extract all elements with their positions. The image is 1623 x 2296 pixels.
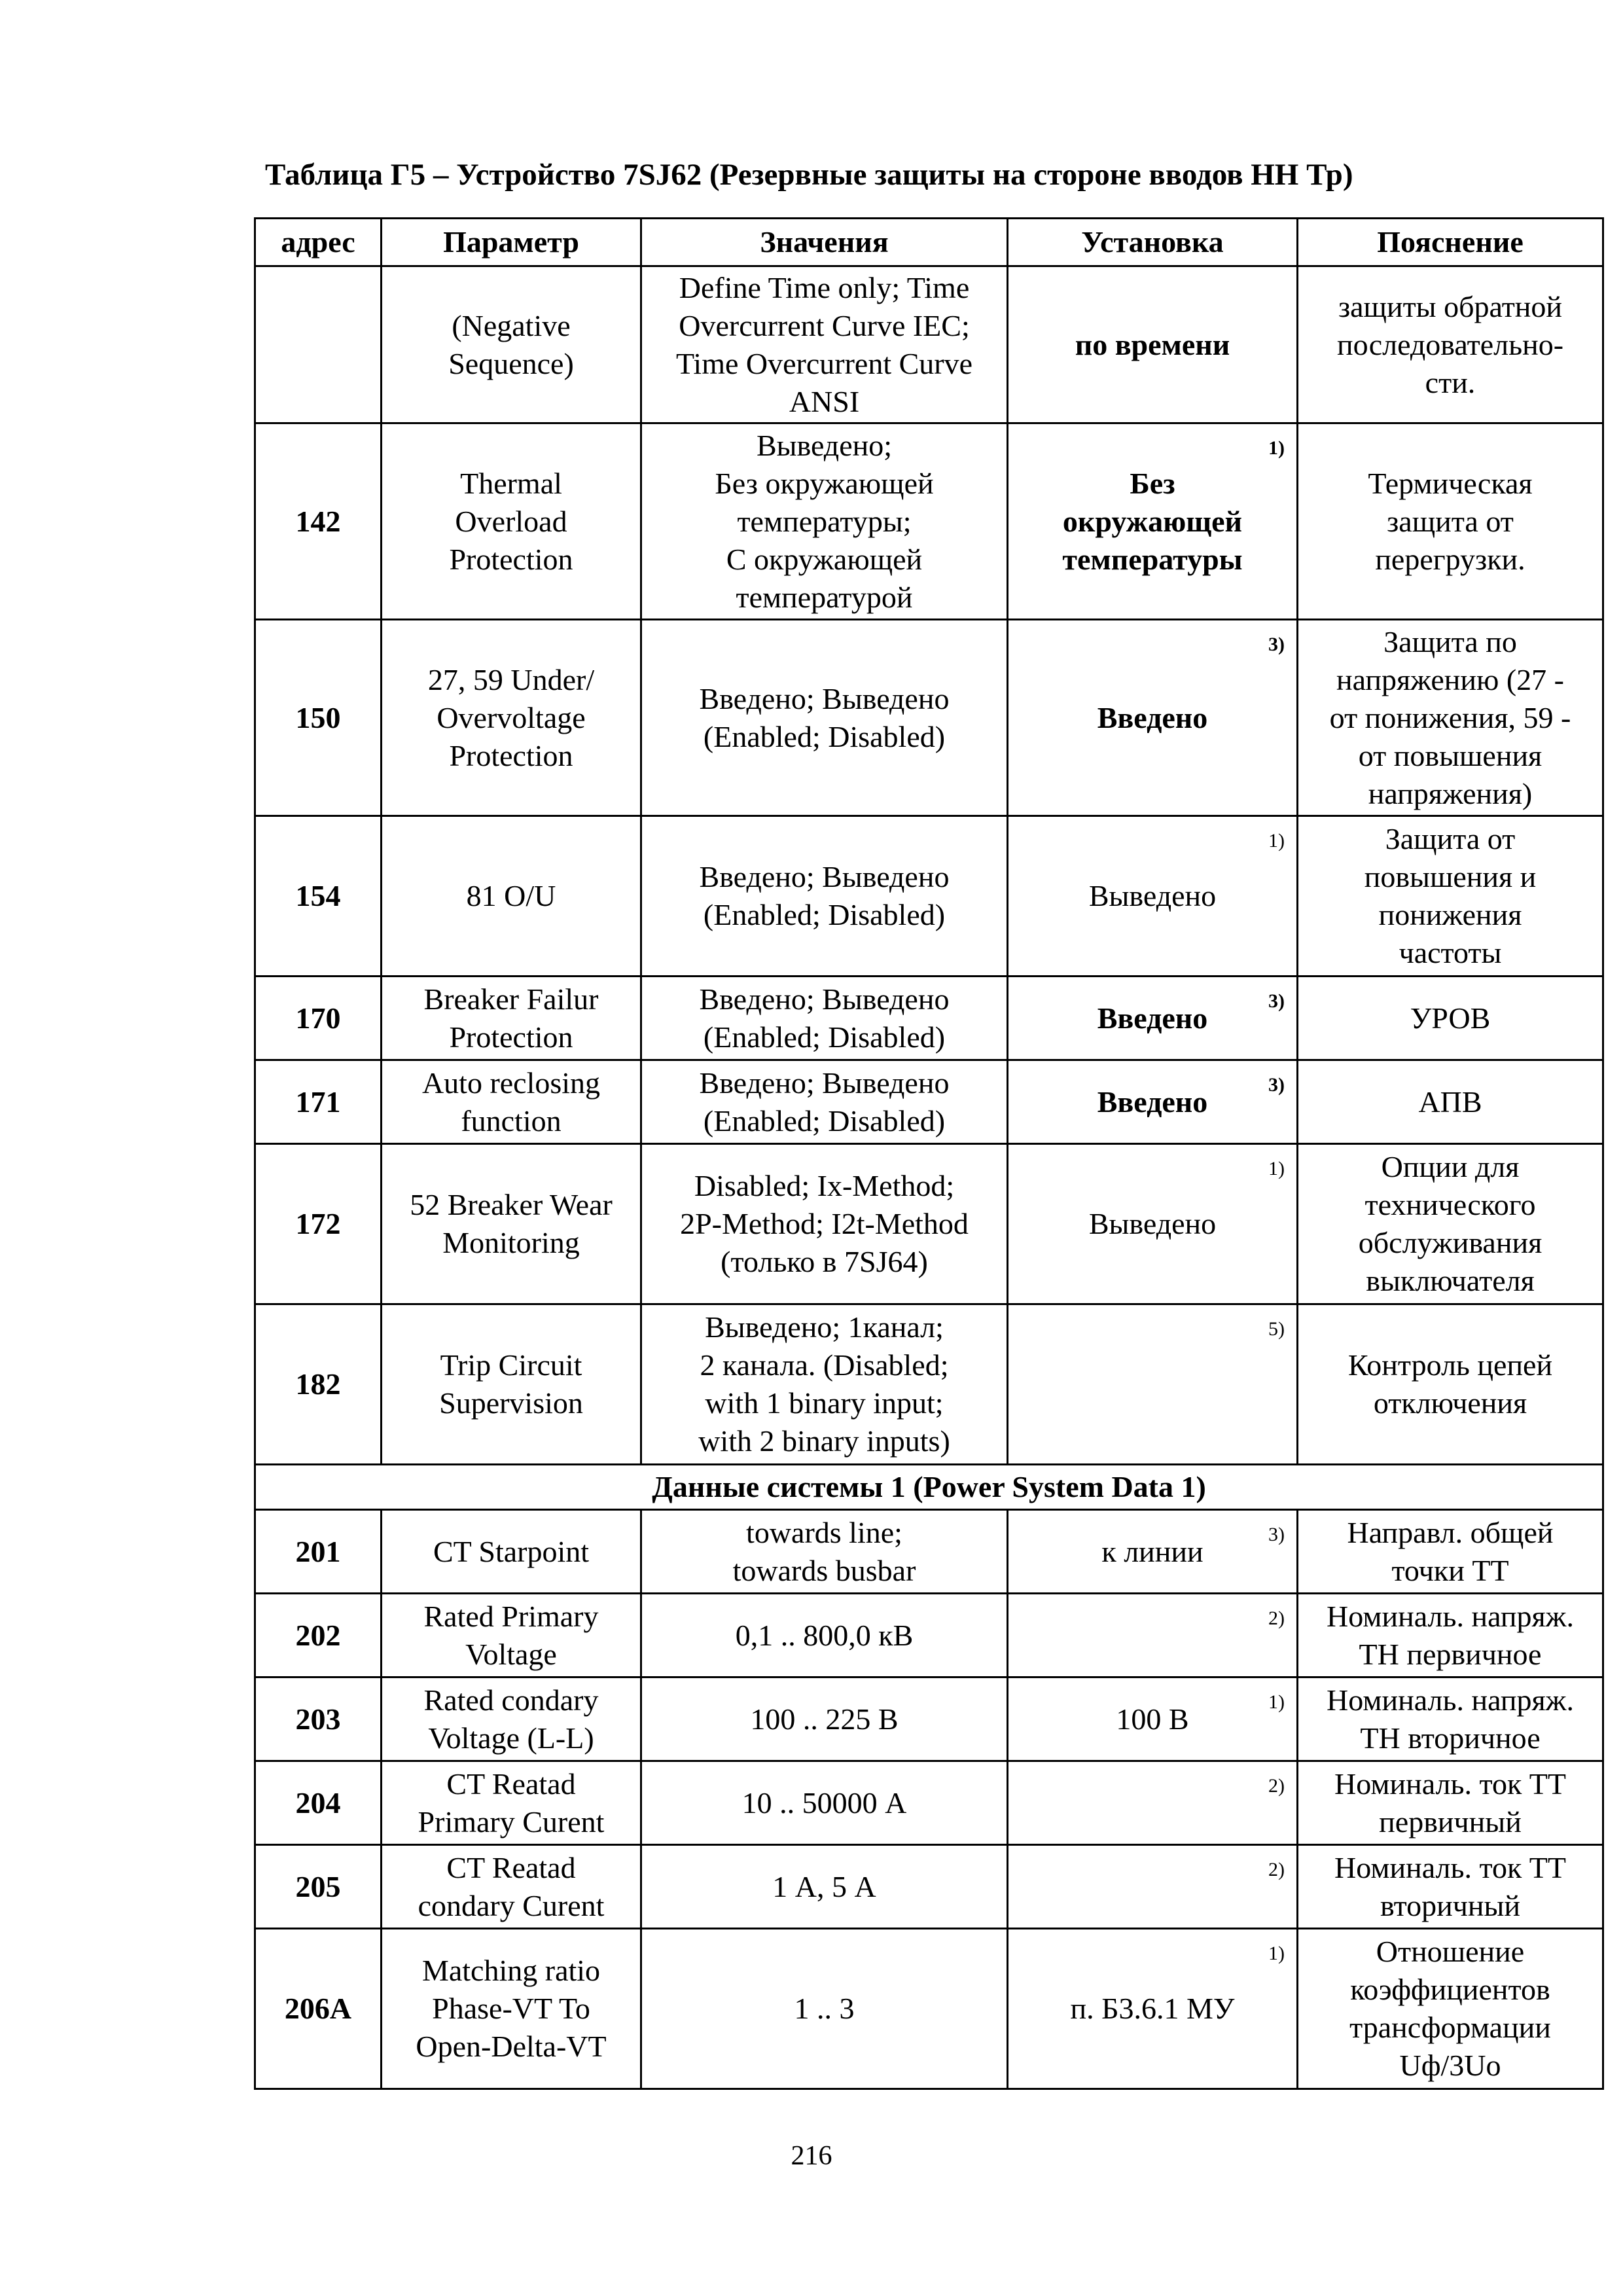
note-line: повышения и bbox=[1364, 860, 1537, 893]
address-cell: 203 bbox=[255, 1677, 382, 1761]
parameter-cell bbox=[382, 620, 641, 816]
param-line: Protection bbox=[449, 542, 573, 576]
note-line: Номиналь. ток ТТ bbox=[1334, 1850, 1566, 1884]
note-line: ТН первичное bbox=[1359, 1637, 1542, 1671]
note-line: АПВ bbox=[1418, 1085, 1482, 1119]
param-line: Voltage (L-L) bbox=[428, 1721, 594, 1755]
parameter-cell bbox=[382, 1929, 641, 2089]
param-line: Rated condary bbox=[423, 1683, 599, 1717]
setting-cell bbox=[1008, 1761, 1298, 1845]
param-line: Monitoring bbox=[442, 1226, 580, 1259]
values-line: (Enabled; Disabled) bbox=[703, 1103, 946, 1138]
table-row bbox=[255, 620, 1603, 816]
address-cell: 172 bbox=[255, 1144, 382, 1304]
values-cell bbox=[641, 1144, 1008, 1304]
footnote-mark: 3) bbox=[1268, 1524, 1285, 1545]
setting-line: Выведено bbox=[1088, 879, 1217, 912]
footnote-mark: 3) bbox=[1268, 1074, 1285, 1096]
setting-cell bbox=[1008, 1304, 1298, 1465]
note-cell bbox=[1298, 816, 1603, 977]
param-line: Overload bbox=[455, 504, 567, 538]
address-cell: 205 bbox=[255, 1845, 382, 1929]
setting-cell bbox=[1008, 266, 1298, 423]
section-row bbox=[255, 1465, 1603, 1510]
param-line: Supervision bbox=[439, 1386, 583, 1420]
setting-line: Введено bbox=[1097, 700, 1208, 734]
values-line: Overcurrent Curve IEC; bbox=[679, 308, 970, 342]
values-line: 2 канала. (Disabled; bbox=[700, 1348, 949, 1382]
note-line: защита от bbox=[1387, 504, 1514, 538]
setting-cell bbox=[1008, 1845, 1298, 1929]
note-line: первичный bbox=[1379, 1804, 1522, 1839]
col-header-values: Значения bbox=[641, 219, 1008, 266]
values-cell bbox=[641, 1677, 1008, 1761]
setting-line: п. Б3.6.1 МУ bbox=[1070, 1992, 1235, 2025]
param-line: Phase-VT To bbox=[432, 1992, 590, 2025]
parameter-cell bbox=[382, 977, 641, 1060]
values-line: 1 А, 5 А bbox=[772, 1869, 876, 1903]
values-line: towards line; bbox=[746, 1515, 902, 1549]
values-line: towards busbar bbox=[732, 1553, 916, 1587]
footnote-mark: 3) bbox=[1268, 634, 1285, 655]
param-line: Auto reclosing bbox=[421, 1066, 601, 1100]
footnote-mark: 1) bbox=[1268, 1158, 1285, 1179]
param-line: Trip Circuit bbox=[440, 1348, 582, 1382]
note-cell bbox=[1298, 1510, 1603, 1594]
setting-line: к линии bbox=[1101, 1534, 1204, 1568]
col-header-setting: Установка bbox=[1008, 219, 1298, 266]
table-row bbox=[255, 1761, 1603, 1845]
note-line: Uф/3Uo bbox=[1399, 2049, 1501, 2082]
param-line: Sequence) bbox=[448, 346, 574, 380]
parameter-cell bbox=[382, 816, 641, 977]
values-line: температурой bbox=[736, 580, 913, 614]
note-line: последовательно- bbox=[1336, 327, 1564, 361]
page-number: 216 bbox=[791, 2141, 832, 2171]
footnote-mark: 1) bbox=[1268, 1691, 1285, 1713]
values-cell bbox=[641, 423, 1008, 620]
note-line: Направл. общей bbox=[1347, 1515, 1554, 1549]
setting-cell bbox=[1008, 1510, 1298, 1594]
footnote-mark: 5) bbox=[1268, 1318, 1285, 1340]
parameter-cell bbox=[382, 266, 641, 423]
parameter-cell bbox=[382, 1845, 641, 1929]
note-cell bbox=[1298, 1144, 1603, 1304]
setting-line: Без bbox=[1130, 466, 1175, 500]
param-line: Thermal bbox=[460, 466, 562, 500]
note-line: Опции для bbox=[1381, 1150, 1520, 1183]
note-cell bbox=[1298, 423, 1603, 620]
param-line: Primary Curent bbox=[418, 1804, 605, 1839]
note-line: Номиналь. ток ТТ bbox=[1334, 1767, 1566, 1801]
note-line: Защита от bbox=[1385, 822, 1516, 855]
values-cell bbox=[641, 620, 1008, 816]
note-cell bbox=[1298, 1845, 1603, 1929]
address-cell: 154 bbox=[255, 816, 382, 977]
note-cell bbox=[1298, 1594, 1603, 1677]
address-cell: 204 bbox=[255, 1761, 382, 1845]
parameter-cell bbox=[382, 1304, 641, 1465]
values-cell bbox=[641, 1761, 1008, 1845]
setting-line: Выведено bbox=[1088, 1207, 1217, 1240]
note-line: Отношение bbox=[1376, 1935, 1525, 1968]
values-line: С окружающей bbox=[726, 542, 923, 576]
table-row bbox=[255, 1304, 1603, 1465]
values-cell bbox=[641, 1510, 1008, 1594]
note-line: трансформации bbox=[1349, 2011, 1551, 2044]
param-line: 27, 59 Under/ bbox=[427, 662, 595, 696]
note-line: обслуживания bbox=[1358, 1226, 1543, 1259]
param-line: 81 O/U bbox=[466, 879, 556, 912]
parameter-cell bbox=[382, 1761, 641, 1845]
values-line: (Enabled; Disabled) bbox=[703, 719, 946, 753]
col-header-parameter: Параметр bbox=[382, 219, 641, 266]
table-row bbox=[255, 266, 1603, 423]
parameter-cell bbox=[382, 1144, 641, 1304]
address-cell: 206A bbox=[255, 1929, 382, 2089]
table-row bbox=[255, 1594, 1603, 1677]
footnote-mark: 2) bbox=[1268, 1859, 1285, 1880]
note-line: ТН вторичное bbox=[1360, 1721, 1541, 1755]
param-line: CT Reatad bbox=[446, 1767, 576, 1801]
values-cell bbox=[641, 266, 1008, 423]
address-cell: 202 bbox=[255, 1594, 382, 1677]
values-line: (только в 7SJ64) bbox=[721, 1245, 928, 1278]
setting-line: Введено bbox=[1097, 1001, 1208, 1035]
values-line: with 1 binary input; bbox=[705, 1386, 944, 1420]
setting-cell bbox=[1008, 816, 1298, 977]
note-line: технического bbox=[1364, 1188, 1536, 1221]
address-cell: 201 bbox=[255, 1510, 382, 1594]
note-line: Номиналь. напряж. bbox=[1327, 1599, 1574, 1633]
footnote-mark: 2) bbox=[1268, 1775, 1285, 1797]
table-row bbox=[255, 1060, 1603, 1144]
note-line: Контроль цепей bbox=[1347, 1348, 1553, 1382]
header-row bbox=[255, 219, 1603, 266]
setting-line: окружающей bbox=[1062, 504, 1243, 538]
values-line: Введено; Выведено bbox=[699, 1066, 950, 1100]
note-line: вторичный bbox=[1380, 1888, 1520, 1922]
table-row bbox=[255, 816, 1603, 977]
values-cell bbox=[641, 816, 1008, 977]
footnote-mark: 2) bbox=[1268, 1607, 1285, 1629]
values-line: Введено; Выведено bbox=[699, 982, 950, 1016]
values-line: ANSI bbox=[789, 384, 860, 418]
note-line: точки ТТ bbox=[1391, 1553, 1509, 1587]
note-line: от повышения bbox=[1358, 738, 1543, 772]
note-line: напряжению (27 - bbox=[1336, 662, 1565, 696]
values-cell bbox=[641, 977, 1008, 1060]
col-header-address: адрес bbox=[255, 219, 382, 266]
setting-line: Введено bbox=[1097, 1085, 1208, 1119]
values-line: Time Overcurrent Curve bbox=[675, 346, 973, 380]
values-line: 100 .. 225 В bbox=[750, 1702, 899, 1736]
values-line: Без окружающей bbox=[715, 466, 934, 500]
note-line: отключения bbox=[1373, 1386, 1527, 1420]
parameter-cell bbox=[382, 1677, 641, 1761]
settings-table bbox=[254, 217, 1604, 2090]
param-line: Protection bbox=[449, 1020, 573, 1054]
footnote-mark: 1) bbox=[1268, 437, 1285, 459]
values-cell bbox=[641, 1845, 1008, 1929]
values-cell bbox=[641, 1594, 1008, 1677]
note-cell bbox=[1298, 620, 1603, 816]
note-line: Термическая bbox=[1368, 466, 1533, 500]
param-line: Rated Primary bbox=[423, 1599, 599, 1633]
param-line: Breaker Failur bbox=[423, 982, 599, 1016]
setting-cell bbox=[1008, 1144, 1298, 1304]
param-line: (Negative bbox=[452, 308, 571, 342]
setting-cell bbox=[1008, 423, 1298, 620]
note-line: защиты обратной bbox=[1338, 289, 1563, 323]
values-line: 10 .. 50000 А bbox=[741, 1785, 907, 1820]
param-line: function bbox=[461, 1103, 562, 1138]
parameter-cell bbox=[382, 1594, 641, 1677]
setting-line: 100 В bbox=[1116, 1702, 1189, 1736]
setting-cell bbox=[1008, 1677, 1298, 1761]
section-title: Данные системы 1 (Power System Data 1) bbox=[255, 1465, 1603, 1510]
setting-cell bbox=[1008, 977, 1298, 1060]
note-line: Номиналь. напряж. bbox=[1327, 1683, 1574, 1717]
setting-line: температуры bbox=[1062, 542, 1243, 576]
values-line: 0,1 .. 800,0 кВ bbox=[735, 1618, 914, 1652]
values-line: (Enabled; Disabled) bbox=[703, 1020, 946, 1054]
note-line: Защита по bbox=[1383, 624, 1517, 658]
note-cell bbox=[1298, 977, 1603, 1060]
param-line: Matching ratio bbox=[421, 1954, 601, 1987]
values-line: температуры; bbox=[737, 504, 912, 538]
setting-cell bbox=[1008, 1060, 1298, 1144]
values-line: Disabled; Ix-Method; bbox=[694, 1169, 955, 1202]
parameter-cell bbox=[382, 1510, 641, 1594]
table-row bbox=[255, 1929, 1603, 2089]
note-line: перегрузки. bbox=[1375, 542, 1525, 576]
param-line: 52 Breaker Wear bbox=[410, 1188, 613, 1221]
footnote-mark: 1) bbox=[1268, 1943, 1285, 1964]
table-row bbox=[255, 1144, 1603, 1304]
values-line: Введено; Выведено bbox=[699, 681, 950, 715]
note-line: частоты bbox=[1399, 936, 1502, 969]
footnote-mark: 1) bbox=[1268, 830, 1285, 852]
param-line: condary Curent bbox=[418, 1888, 605, 1922]
note-line: от понижения, 59 - bbox=[1329, 700, 1571, 734]
note-cell bbox=[1298, 266, 1603, 423]
note-line: УРОВ bbox=[1410, 1001, 1491, 1035]
table-caption: Таблица Г5 – Устройство 7SJ62 (Резервные защиты на стороне вводов НН Тр) bbox=[265, 158, 1353, 192]
note-cell bbox=[1298, 1060, 1603, 1144]
note-cell bbox=[1298, 1929, 1603, 2089]
table-row bbox=[255, 977, 1603, 1060]
address-cell: 150 bbox=[255, 620, 382, 816]
col-header-note: Пояснение bbox=[1298, 219, 1603, 266]
values-line: 2P-Method; I2t-Method bbox=[680, 1207, 969, 1240]
values-line: (Enabled; Disabled) bbox=[703, 898, 946, 931]
note-cell bbox=[1298, 1304, 1603, 1465]
values-line: with 2 binary inputs) bbox=[698, 1424, 950, 1458]
values-line: Выведено; 1канал; bbox=[705, 1310, 944, 1344]
parameter-cell bbox=[382, 423, 641, 620]
param-line: Voltage bbox=[465, 1637, 557, 1671]
note-line: напряжения) bbox=[1368, 776, 1533, 810]
address-cell: 142 bbox=[255, 423, 382, 620]
values-cell bbox=[641, 1929, 1008, 2089]
address-cell: 170 bbox=[255, 977, 382, 1060]
note-cell bbox=[1298, 1677, 1603, 1761]
footnote-mark: 3) bbox=[1268, 990, 1285, 1012]
table-row bbox=[255, 1510, 1603, 1594]
note-line: сти. bbox=[1425, 365, 1476, 399]
values-cell bbox=[641, 1060, 1008, 1144]
setting-cell bbox=[1008, 1929, 1298, 2089]
note-line: понижения bbox=[1378, 898, 1522, 931]
note-line: коэффициентов bbox=[1350, 1973, 1550, 2006]
param-line: CT Starpoint bbox=[433, 1534, 590, 1568]
param-line: CT Reatad bbox=[446, 1850, 576, 1884]
note-cell bbox=[1298, 1761, 1603, 1845]
param-line: Open-Delta-VT bbox=[416, 2030, 607, 2063]
param-line: Protection bbox=[449, 738, 573, 772]
parameter-cell bbox=[382, 1060, 641, 1144]
address-cell: 182 bbox=[255, 1304, 382, 1465]
note-line: выключателя bbox=[1366, 1264, 1535, 1297]
param-line: Overvoltage bbox=[437, 700, 586, 734]
values-line: Введено; Выведено bbox=[699, 860, 950, 893]
table-row bbox=[255, 1845, 1603, 1929]
address-cell bbox=[255, 266, 382, 423]
values-line: Define Time only; Time bbox=[679, 270, 970, 304]
address-cell: 171 bbox=[255, 1060, 382, 1144]
setting-cell bbox=[1008, 1594, 1298, 1677]
values-cell bbox=[641, 1304, 1008, 1465]
values-line: 1 .. 3 bbox=[794, 1992, 855, 2025]
setting-line: по времени bbox=[1075, 327, 1230, 361]
table-row bbox=[255, 1677, 1603, 1761]
setting-cell bbox=[1008, 620, 1298, 816]
values-line: Выведено; bbox=[756, 428, 893, 462]
table-row bbox=[255, 423, 1603, 620]
